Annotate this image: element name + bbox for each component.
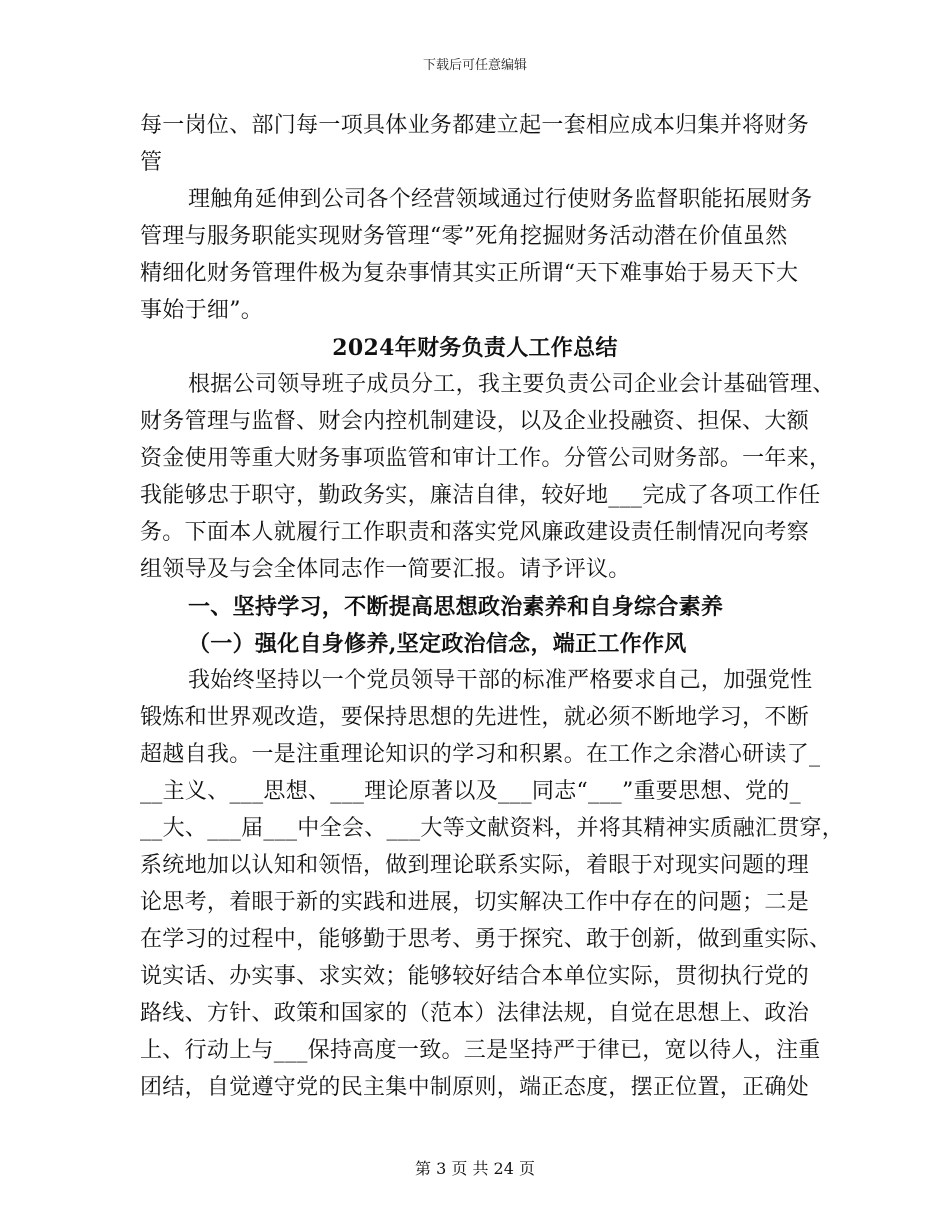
text-line: __主义、___思想、___理论原著以及___同志“___”重要思想、党的_ xyxy=(140,779,801,804)
text-line: 超越自我。一是注重理论知识的学习和积累。在工作之余潜心研读了_ xyxy=(140,742,821,767)
document-title: 2024年财务负责人工作总结 xyxy=(332,335,618,361)
text-line: 我始终坚持以一个党员领导干部的标准严格要求自己，加强党性 xyxy=(188,668,813,693)
text-line: 务。下面本人就履行工作职责和落实党风廉政建设责任制情况向考察 xyxy=(140,520,810,545)
text-line: __大、___届___中全会、___大等文献资料，并将其精神实质融汇贯穿， xyxy=(140,816,845,841)
text-line: 系统地加以认知和领悟，做到理论联系实际，着眼于对现实问题的理 xyxy=(140,853,810,878)
text-line: 根据公司领导班子成员分工，我主要负责公司企业会计基础管理、 xyxy=(188,372,835,397)
text-line: 管 xyxy=(140,150,163,175)
text-line: 论思考，着眼于新的实践和进展，切实解决工作中存在的问题；二是 xyxy=(140,890,810,915)
text-line: 锻炼和世界观改造，要保持思想的先进性，就必须不断地学习，不断 xyxy=(140,705,810,730)
text-line: 管理与服务职能实现财务管理“零”死角挖掘财务活动潜在价值虽然 xyxy=(140,224,788,249)
text-line: 每一岗位、部门每一项具体业务都建立起一套相应成本归集并将财务 xyxy=(140,113,810,138)
text-line: 说实话、办实事、求实效；能够较好结合本单位实际，贯彻执行党的 xyxy=(140,964,810,989)
text-line: 在学习的过程中，能够勤于思考、勇于探究、敢于创新，做到重实际、 xyxy=(140,927,832,952)
text-line: 上、行动上与___保持高度一致。三是坚持严于律已，宽以待人，注重 xyxy=(140,1038,821,1063)
section-heading: 一、坚持学习，不断提高思想政治素养和自身综合素养 xyxy=(188,594,724,620)
text-line: 理触角延伸到公司各个经营领域通过行使财务监督职能拓展财务 xyxy=(188,187,813,212)
text-line: 财务管理与监督、财会内控机制建设，以及企业投融资、担保、大额 xyxy=(140,409,810,434)
subsection-heading: （一）强化自身修养,坚定政治信念，端正工作作风 xyxy=(188,631,687,657)
page-header-note: 下载后可任意编辑 xyxy=(422,58,527,73)
text-line: 组领导及与会全体同志作一简要汇报。请予评议。 xyxy=(140,557,631,582)
text-line: 团结，自觉遵守党的民主集中制原则，端正态度，摆正位置，正确处 xyxy=(140,1075,810,1100)
text-line: 精细化财务管理件极为复杂事情其实正所谓“天下难事始于易天下大 xyxy=(140,261,799,286)
text-line: 资金使用等重大财务事项监管和审计工作。分管公司财务部。一年来， xyxy=(140,446,832,471)
page-number-footer: 第 3 页 共 24 页 xyxy=(415,1159,535,1178)
text-line: 路线、方针、政策和国家的（范本）法律法规，自觉在思想上、政治 xyxy=(140,1001,810,1026)
text-line: 我能够忠于职守，勤政务实，廉洁自律，较好地___完成了各项工作任 xyxy=(140,483,821,508)
text-line: 事始于细”。 xyxy=(140,298,264,323)
